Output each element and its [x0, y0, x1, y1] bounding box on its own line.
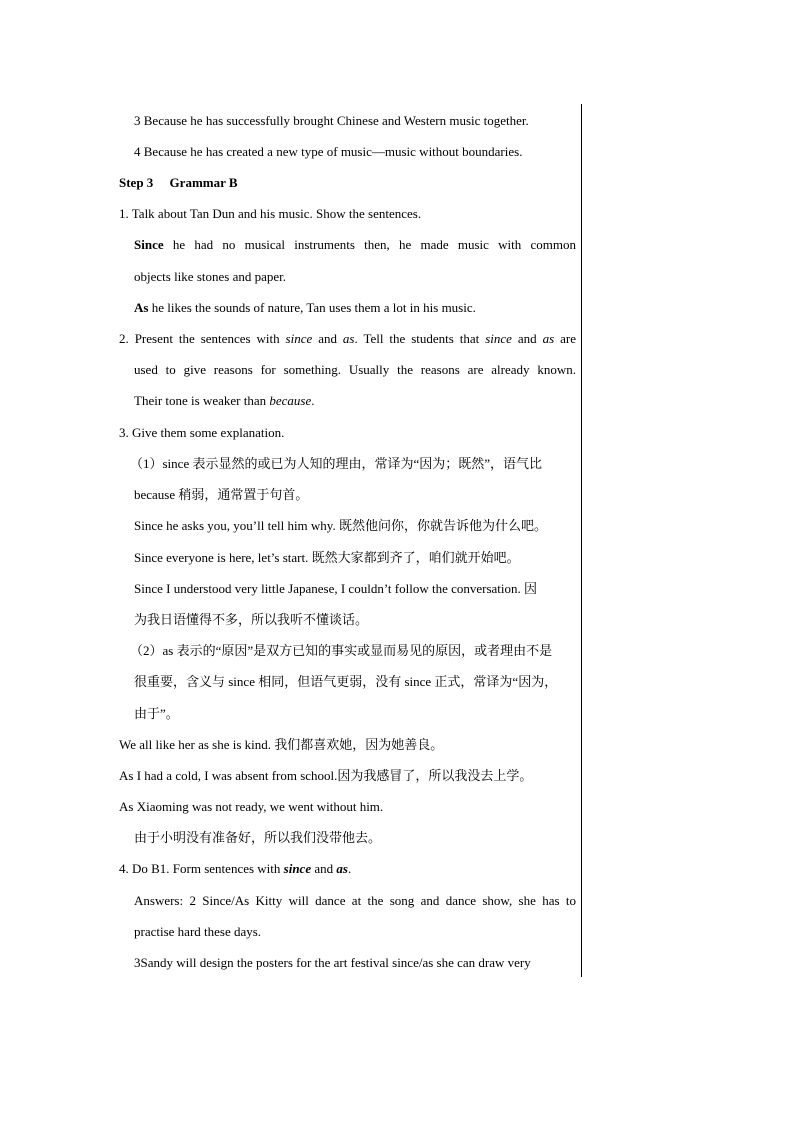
as-sentence — [134, 300, 476, 316]
since-keyword: Since — [134, 237, 164, 252]
example-5: As I had a cold, I was absent from school.因为我感冒了，所以我没去上学。 — [119, 768, 533, 783]
item2-since2: since — [485, 331, 512, 346]
since-sentence-text: he had no musical instruments then, he made music with common — [163, 237, 576, 252]
step3-heading: Step 3 Grammar B — [119, 175, 238, 190]
item2-and2: and — [511, 331, 543, 346]
reason-4: 4 Because he has created a new type of music—music without boundaries. — [134, 144, 523, 159]
item4-text-a: 4. Do B1. Form sentences with — [119, 861, 284, 876]
item-2-line3 — [134, 393, 315, 409]
example-6-line1: As Xiaoming was not ready, we went without him. — [119, 799, 384, 814]
item-1: 1. Talk about Tan Dun and his music. Show the sentences. — [119, 206, 422, 221]
as-sentence-text: he likes the sounds of nature, Tan uses them a lot in his music. — [148, 300, 476, 315]
example-2: Since everyone is here, let’s start. 既然大家都到齐了，咱们就开始吧。 — [134, 550, 520, 565]
item2-line3-end: . — [311, 393, 315, 408]
item-2-line2: used to give reasons for something. Usually the reasons are already known. — [134, 362, 576, 377]
item4-as: as — [336, 861, 348, 876]
item-4 — [119, 861, 351, 877]
example-3-line1: Since I understood very little Japanese, I couldn’t follow the conversation. 因 — [134, 581, 538, 596]
explanation-2-line1: （2）as 表示的“原因”是双方已知的事实或显而易见的原因，或者理由不是 — [130, 643, 553, 658]
explanation-2-line3: 由于”。 — [134, 706, 179, 721]
since-sentence-line2: objects like stones and paper. — [134, 269, 286, 284]
answers-line1: Answers: 2 Since/As Kitty will dance at the song and dance show, she has to — [134, 893, 576, 908]
item2-since: since — [285, 331, 313, 346]
explanation-2-line2: 很重要，含义与 since 相同，但语气更弱，没有 since 正式，常译为“因为， — [134, 674, 558, 689]
item2-and: and — [312, 331, 343, 346]
since-sentence-line1 — [134, 237, 576, 253]
reason-3: 3 Because he has successfully brought Chinese and Western music together. — [134, 113, 529, 128]
item2-text-b: . Tell the students that — [354, 331, 486, 346]
example-3-line2: 为我日语懂得不多，所以我听不懂谈话。 — [134, 612, 369, 627]
explanation-1-line2: because 稍弱，通常置于句首。 — [134, 487, 309, 502]
item2-text-c: are — [554, 331, 576, 346]
item2-because: because — [269, 393, 312, 408]
item4-and: and — [311, 861, 337, 876]
explanation-1-line1: （1）since 表示显然的或已为人知的理由，常译为“因为；既然”，语气比 — [130, 456, 543, 471]
answers-line3: 3Sandy will design the posters for the art festival since/as she can draw very — [134, 955, 531, 970]
item-3: 3. Give them some explanation. — [119, 425, 285, 440]
item2-line3-text: Their tone is weaker than — [134, 393, 270, 408]
item-2-line1 — [119, 331, 576, 347]
example-6-line2: 由于小明没有准备好，所以我们没带他去。 — [134, 830, 382, 845]
as-keyword: As — [134, 300, 149, 315]
example-4: We all like her as she is kind. 我们都喜欢她，因为她善良。 — [119, 737, 444, 752]
item4-since: since — [283, 861, 312, 876]
example-1: Since he asks you, you’ll tell him why. 既然他问你，你就告诉他为什么吧。 — [134, 518, 547, 533]
table-border-right — [581, 104, 582, 977]
item4-text-b: . — [347, 861, 352, 876]
item2-as2: as — [542, 331, 555, 346]
answers-line2: practise hard these days. — [134, 924, 262, 939]
item2-text-a: 2. Present the sentences with — [119, 331, 286, 346]
item2-as: as — [342, 331, 355, 346]
